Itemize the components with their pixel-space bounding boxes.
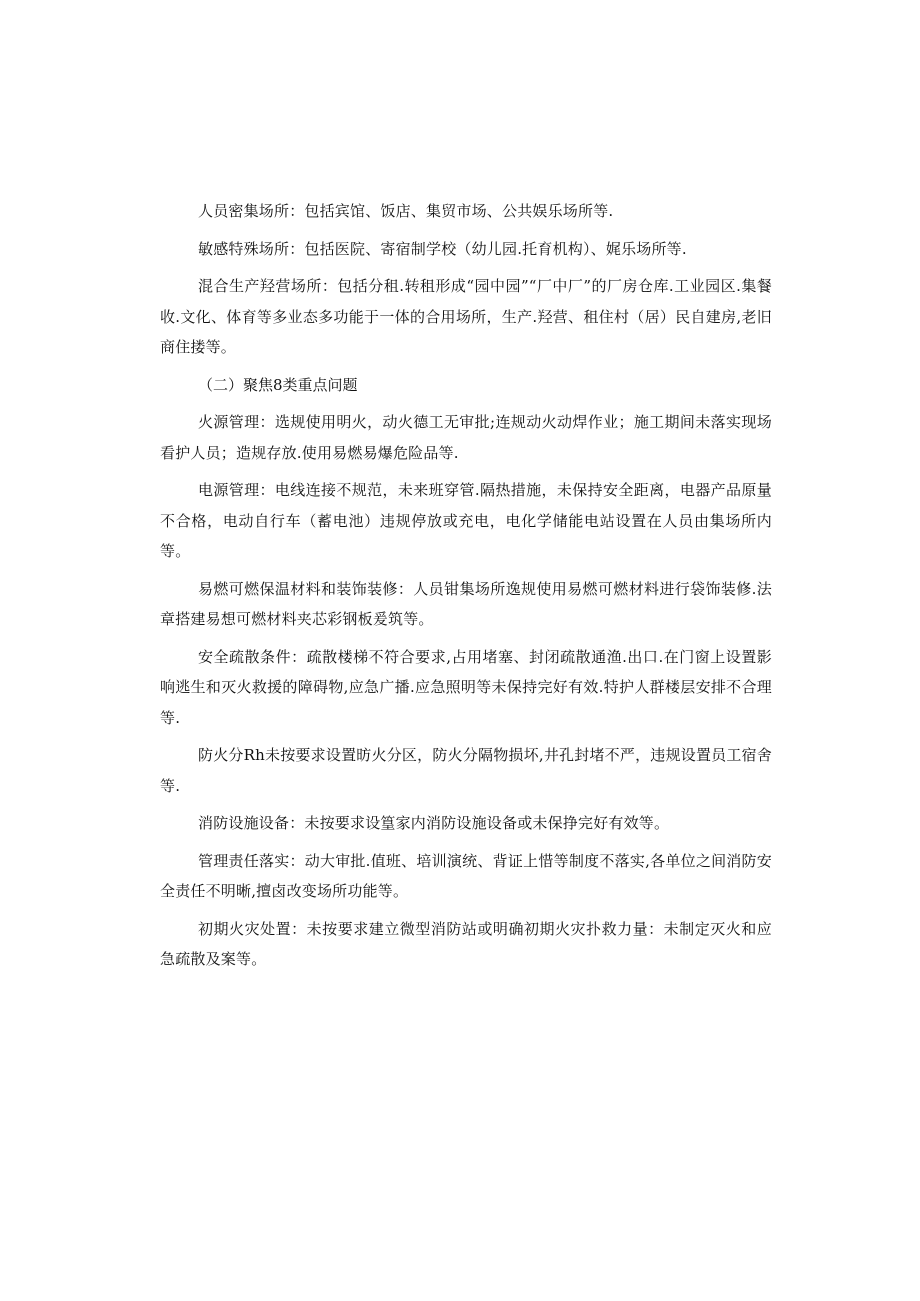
paragraph-mixed-use-places: 混合生产羟营场所：包括分租.转租形成“园中园”“厂中厂”的厂房仓库.工业园区.集餐收.文化、体育等多业态多功能于一体的合用场所，生产.羟营、租住村（居）民自建房,老旧商住搂等。 <box>160 277 772 356</box>
section-heading-key-issues: （二）聚焦8类重点问题 <box>198 375 358 394</box>
paragraph-sensitive-places: 敏感特殊场所：包括医院、寄宿制学校（幼儿园.托育机构）、娓乐场所等. <box>198 239 687 258</box>
paragraph-management-responsibility: 管理责任落实：动大审批.值班、培训演统、背证上惜等制度不落实,各单位之间消防安全责任不明晰,擅卤改变场所功能等。 <box>160 851 772 900</box>
paragraph-fire-facilities: 消防设施设备：未按要求设篁家内消防设施设备或未保挣完好有效等。 <box>198 814 670 832</box>
paragraph-fire-compartment: 防火分Rh未按要求设置昉火分区，防火分隔物损坏,井孔封堵不严，违规设置员工宿舍等. <box>160 746 772 795</box>
paragraph-evacuation: 安全疏散条件：疏散楼梯不符合要求,占用堵塞、封闭疏散通渔.出口.在门窗上设置影响逃生和灭火救援的障碍物,应急广播.应急照明等未保持完好有效.特护人群楼层安排不合理等. <box>160 647 772 727</box>
paragraph-initial-fire-response: 初期火灾处置：未按要求建立微型消防站或明确初期火灾扑救力量：未制定灭火和应急疏散及案等。 <box>160 919 772 968</box>
paragraph-crowded-places: 人员密集场所：包括宾馆、饭店、集贸市场、公共娱乐场所等. <box>198 202 614 220</box>
paragraph-fire-source: 火源管理：选规使用明火，动火德工无审批;连规动火动焊作业；施工期间未落实现场看护人员；造规存放.使用易燃易爆危险品等. <box>160 413 772 462</box>
paragraph-flammable-materials: 易燃可燃保温材料和装饰装修：人员钳集场所逸规使用易燃可燃材料进行袋饰装修.法章搭建易想可燃材料夹芯彩钢板爰筑等。 <box>160 579 772 628</box>
paragraph-power-source: 电源管理：电线连接不规范，未来班穿管.隔热措施，未保持安全距离，电器产品原量不合格，电动自行车（蓄电池）违规停放或充电，电化学储能电站设置在人员由集场所内等。 <box>160 481 772 560</box>
document-body <box>160 196 772 982</box>
